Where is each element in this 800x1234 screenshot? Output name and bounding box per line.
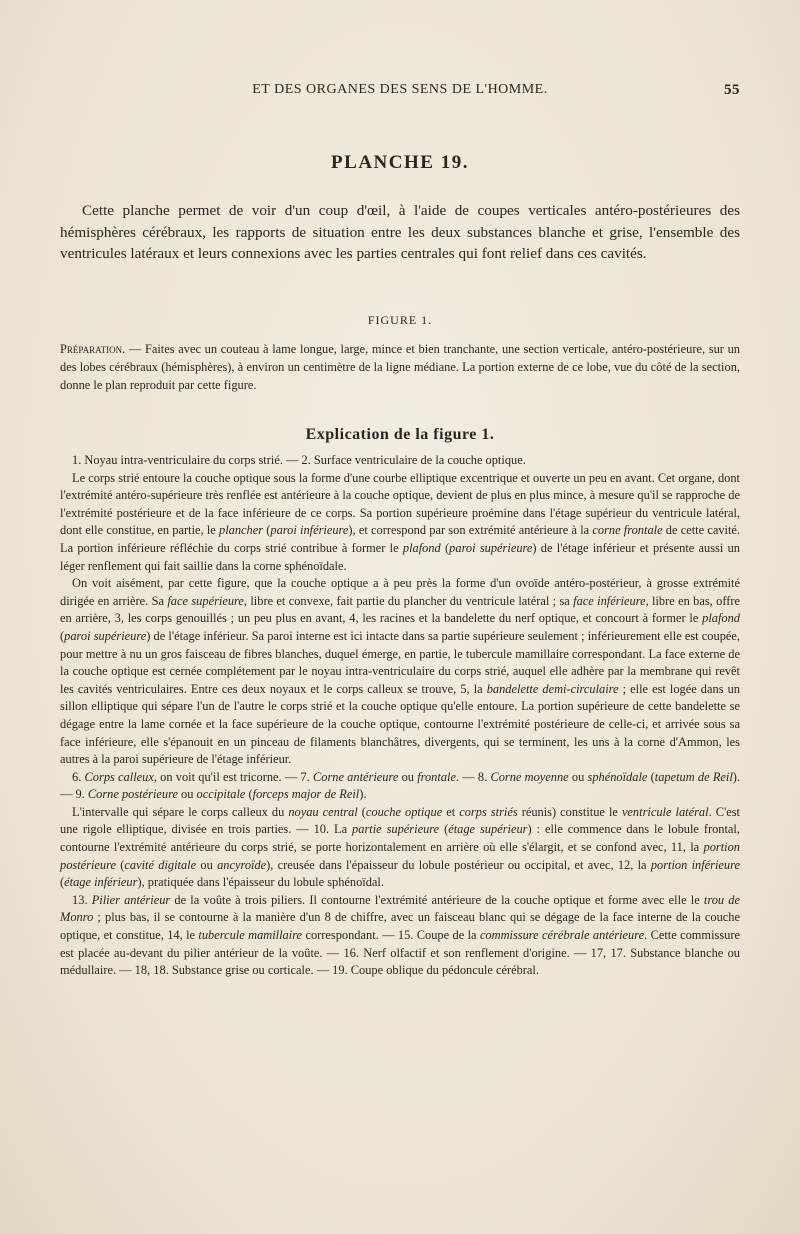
figure-label: FIGURE 1. xyxy=(367,313,433,327)
text-run: et xyxy=(442,804,460,819)
text-run: ) de l'étage inférieur. Sa paroi interne est ici intacte dans sa partie supérieure seulement ; inférieurement elle est coupée, pour mettre à nu un gros faisceau de fibres blanches, duquel émerge, en partie, le tubercule mamillaire correspondant. La face externe de la couche optique est cernée complétement par le noyau intra-ventriculaire du corps strié, auquel elle adhère par la membrane qui revêt les cavités ventriculaires. Entre ces deux noyaux et le corps calleux se trouve, 5, la xyxy=(60,628,740,696)
text-run: 13. xyxy=(72,892,92,907)
text-run: ou xyxy=(398,769,418,784)
italic-term: noyau central xyxy=(288,804,358,819)
text-run: correspondant. — 15. Coupe de la xyxy=(302,928,480,943)
running-head xyxy=(60,82,740,104)
text-run: , libre en bas, offre en arrière, 3, les corps genouillés ; un peu plus en avant, 4, les racines et la bandelette du nerf optique, et concourt à former le xyxy=(60,593,740,626)
text-run: 1. Noyau intra-ventriculaire du corps strié. — 2. Surface ventriculaire de la couche optique. xyxy=(72,453,526,467)
italic-term: forceps major de Reil xyxy=(252,787,360,802)
italic-term: ancyroïde xyxy=(217,857,267,872)
italic-term: corps striés xyxy=(459,804,518,819)
text-run: Le corps strié entoure la couche optique sous la forme d'une courbe elliptique excentrique et ouverte un peu en avant. Cet organe, dont l'extrémité antéro-supérieure très renflée est antérieure à la couche optique, devient de plus en plus mince, à mesure qu'il se rapproche de l'extrémité postérieure et de la face inférieure de ce corps. Sa portion supérieure proémine dans l'étage supérieur du ventricule latéral, dont elle constitue, en partie, le xyxy=(60,470,740,538)
preparation-paragraph xyxy=(60,340,740,394)
explanation-paragraph xyxy=(60,892,740,980)
text-run: 6. xyxy=(72,769,85,784)
plate-title: PLANCHE 19. xyxy=(331,152,469,173)
italic-term: paroi supérieure xyxy=(449,540,533,555)
italic-term: Corne moyenne xyxy=(490,769,569,784)
italic-term: face supérieure xyxy=(167,593,244,608)
italic-term: portion inférieure xyxy=(650,857,740,872)
italic-term: ventricule latéral xyxy=(621,804,709,819)
text-run: ), pratiquée dans l'épaisseur du lobule sphénoïdal. xyxy=(137,875,384,890)
text-run: réunis) constitue le xyxy=(517,804,622,819)
text-run: ; elle est logée dans un sillon elliptique qui sépare l'un de l'autre le corps strié et la couche optique qu'elle entoure. La portion supérieure de cette bandelette se dégage entre la lame cornée et la face supérieure de la couche optique, contourne l'extrémité postérieure de celle-ci, et arrivée sous sa face inférieure, elle s'épanouit en un pinceau de filaments blanchâtres, divergents, qui se terminent, les uns à la corne d'Ammon, les autres à la paroi supérieure de l'étage inférieur. xyxy=(60,681,740,767)
italic-term: cavité digitale xyxy=(124,857,197,872)
text-run: . — 8. xyxy=(455,769,491,784)
italic-term: plafond xyxy=(402,540,441,555)
text-run: ). — 9. xyxy=(60,769,741,802)
text-run: ( xyxy=(357,804,366,819)
text-run: de cette cavité. La portion inférieure réfléchie du corps strié contribue à former le xyxy=(60,523,740,555)
italic-term: portion postérieure xyxy=(60,840,740,872)
italic-term: plafond xyxy=(702,611,740,626)
text-run: ou xyxy=(568,769,588,784)
italic-term: bandelette demi-circulaire xyxy=(486,681,619,696)
text-run: L'intervalle qui sépare le corps calleux du xyxy=(72,804,289,819)
text-run: ) : elle commence dans le lobule frontal, contourne l'extrémité antérieure du corps strié, se porte horizontalement en arrière où elle s'élargit, et se confond avec, 11, la xyxy=(60,822,740,855)
italic-term: Corne postérieure xyxy=(87,787,178,802)
explanation-paragraph xyxy=(60,470,740,576)
italic-term: étage inférieur xyxy=(64,875,138,890)
text-run: ), creusée dans l'épaisseur du lobule postérieur ou occipital, et avec, 12, la xyxy=(266,857,651,872)
page-number: 55 xyxy=(724,82,740,98)
italic-term: sphénoïdale xyxy=(587,769,648,784)
preparation-text: — Faites avec un couteau à lame longue, large, mince et bien tranchante, une section verticale, antéro-postérieure, sur un des lobes cérébraux (hémisphères), à environ un centimètre de la ligne médiane. La portion externe de ce lobe, vue du côté de la section, donne le plan reproduit par cette figure. xyxy=(60,342,740,392)
italic-term: tapetum de Reil xyxy=(654,769,733,784)
italic-term: Corps calleux xyxy=(84,769,154,784)
explanation-paragraph xyxy=(60,769,740,804)
text-run: . C'est une rigole elliptique, divisée en trois parties. — 10. La xyxy=(60,804,740,837)
italic-term: paroi inférieure xyxy=(270,523,349,538)
italic-term: Pilier antérieur xyxy=(91,892,171,907)
explanation-paragraph xyxy=(60,804,740,892)
italic-term: paroi supérieure xyxy=(64,628,147,643)
text-run: ( xyxy=(60,875,65,890)
text-run: . Cette commissure est placée au-devant du pilier antérieur de la voûte. — 16. Nerf olfactif et son renflement d'origine. — 17, 17. Substance blanche ou médullaire. — 18, 18. Substance grise ou corticale. — 19. Coupe oblique du pédoncule cérébral. xyxy=(60,928,740,978)
text-run: ). xyxy=(359,787,367,802)
italic-term: plancher xyxy=(219,523,264,538)
italic-term: occipitale xyxy=(196,787,246,802)
explanation-heading: Explication de la figure 1. xyxy=(305,426,495,443)
italic-term: frontale xyxy=(417,769,456,784)
explanation-paragraph xyxy=(60,452,740,470)
intro-paragraph: Cette planche permet de voir d'un coup d'œil, à l'aide de coupes verticales antéro-postérieures des hémisphères cérébraux, les rapports de situation entre les deux substances blanche et grise, l'ensemble des ventricules latéraux et leurs connexions avec les parties centrales qui font relief dans ces cavités. xyxy=(60,202,740,262)
text-run: ) de l'étage inférieur et présente aussi un léger renflement qui fait saillie dans la corne sphénoïdale. xyxy=(60,540,740,573)
text-run: ( xyxy=(60,628,65,643)
preparation-label: Préparation. xyxy=(60,342,126,356)
text-run: ( xyxy=(440,540,450,555)
text-run: de la voûte à trois piliers. Il contourne l'extrémité antérieure de la couche optique et forme avec elle le xyxy=(170,892,704,907)
italic-term: tubercule mamillaire xyxy=(198,928,303,943)
text-run: , libre et convexe, fait partie du plancher du ventricule latéral ; sa xyxy=(243,593,574,608)
italic-term: trou de Monro xyxy=(60,892,740,925)
running-title: ET DES ORGANES DES SENS DE L'HOMME. xyxy=(252,82,548,97)
italic-term: étage supérieur xyxy=(448,822,528,837)
italic-term: face inférieure xyxy=(573,593,646,608)
italic-term: partie supérieure xyxy=(352,822,440,837)
explanation-paragraph xyxy=(60,575,740,769)
text-run: ( xyxy=(647,769,655,784)
italic-term: corne frontale xyxy=(592,523,663,538)
text-run: ou xyxy=(196,857,218,872)
explanation-body xyxy=(60,452,740,980)
text-run: On voit aisément, par cette figure, que la couche optique a à peu près la forme d'un ovoïde antéro-postérieur, à grosse extrémité dirigée en arrière. Sa xyxy=(60,576,740,608)
italic-term: commissure cérébrale antérieure xyxy=(479,928,645,943)
italic-term: couche optique xyxy=(365,804,443,819)
text-run: ( xyxy=(115,857,125,872)
text-run: ( xyxy=(439,822,449,837)
text-run: ; plus bas, il se contourne à la manière d'un 8 de chiffre, avec un faisceau blanc qui se dégage de la face interne de la couche optique, et constitue, 14, le xyxy=(60,910,740,943)
italic-term: Corne antérieure xyxy=(312,769,399,784)
text-run: ( xyxy=(263,523,271,538)
text-run: ( xyxy=(245,787,253,802)
text-run: ou xyxy=(177,787,197,802)
text-run: ), et correspond par son extrémité antérieure à la xyxy=(348,523,593,538)
text-run: , on voit qu'il est tricorne. — 7. xyxy=(153,769,313,784)
